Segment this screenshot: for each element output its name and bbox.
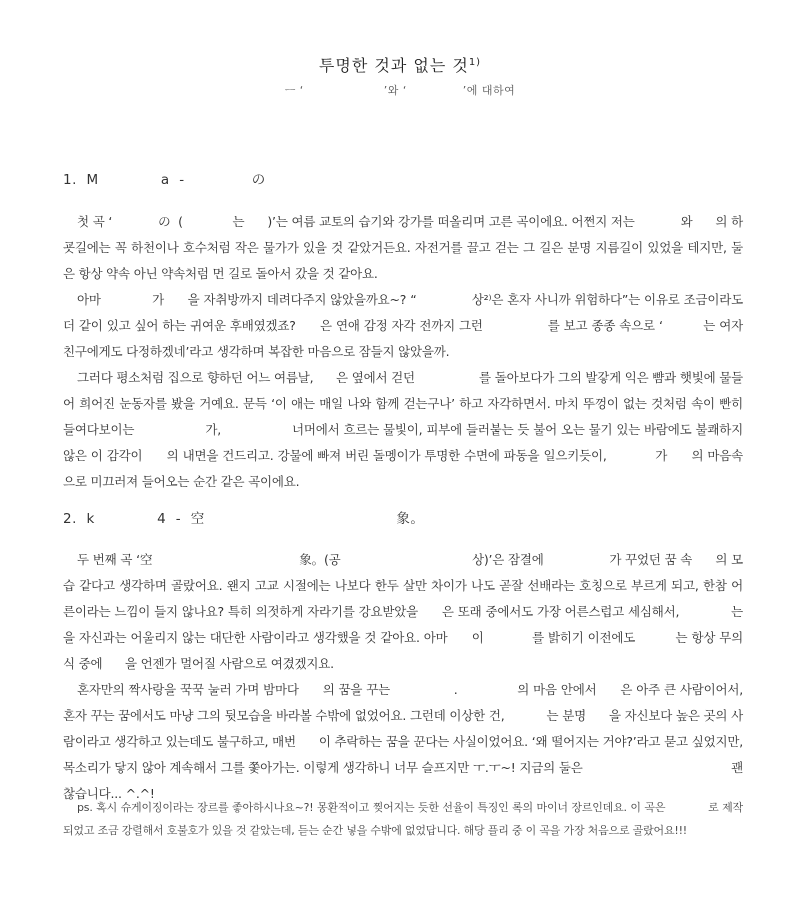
section1-heading: 1. M a - の xyxy=(63,172,266,188)
section1-body xyxy=(63,209,747,495)
section2-body xyxy=(63,547,766,807)
section2-paragraph-2: 혼자만의 짝사랑을 꾹꾹 눌러 가며 밤마다 의 꿈을 꾸는 . 의 마음 안에서 은 아주 큰 사람이어서, 혼자 꾸는 꿈에서도 마냥 그의 뒷모습을 바라볼 수밖에 없었어요. 그런데 이상한 건, 는 분명 을 자신보다 높은 곳의 사람이라고 생각하고 있는데도 불구하고, 매번 이 추락하는 꿈을 꾼다는 사실이었어요. ‘왜 떨어지는 거야?’라고 묻고 싶었지만, 목소리가 닿지 않아 계속해서 그를 쫓아가는. 이렇게 생각하니 너무 슬프지만 ㅜ.ㅜ~! 지금의 둘은 괜찮습니다... ^.^! xyxy=(63,682,747,801)
section1-paragraph-3: 그러다 평소처럼 집으로 향하던 어느 여름날, 은 옆에서 걷던 를 돌아보다가 그의 발갛게 익은 뺨과 햇빛에 물들어 희어진 눈동자를 봤을 거예요. 문득 ‘이 애는 매일 나와 함께 걷는구나’ 하고 자각하면서. 마치 뚜껑이 없는 것처럼 속이 빤히 들여다보이는 가, 너머에서 흐르는 물빛이, 피부에 들러붙는 듯 불어 오는 물기 있는 바람에도 불쾌하지 않은 이 감각이 의 내면을 건드리고. 강물에 빠져 버린 돌멩이가 투명한 수면에 파동을 일으키듯이, 가 의 마음속으로 미끄러져 들어오는 순간 같은 곡이에요. xyxy=(63,370,747,489)
title-footnote-mark: 1) xyxy=(468,57,482,68)
section1-paragraph-1: 첫 곡 ‘ の ( 는 )’는 여름 교토의 습기와 강가를 떠올리며 고른 곡이에요. 어쩐지 저는 와 의 하굣길에는 꼭 하천이나 호수처럼 작은 물가가 있을 것 같았거든요. 자전거를 끌고 걷는 그 길은 분명 지름길이 있었을 테지만, 둘은 항상 약속 아닌 약속처럼 먼 길로 돌아서 갔을 것 같아요. xyxy=(63,214,743,281)
document-subtitle: ㅡ ‘ ’와 ‘ ’에 대하여 xyxy=(284,84,516,97)
postscript xyxy=(63,796,743,842)
section2-heading: 2. k 4 - 空 象。 xyxy=(63,511,425,527)
postscript-text: ps. 혹시 슈게이징이라는 장르를 좋아하시나요~?! 몽환적이고 찢어지는 듯한 선율이 특징인 록의 마이너 장르인데요. 이 곡은 로 제작되었고 조금 강렬해서 호불호가 있을 것 같았는데, 듣는 순간 넣을 수밖에 없었답니다. 해당 플리 중 이 곡을 가장 처음으로 골랐어요!!! xyxy=(63,801,743,837)
section2-paragraph-1: 두 번째 곡 ‘空 象。(공 상)’은 잠결에 가 꾸었던 꿈 속 의 모습 같다고 생각하며 골랐어요. 왠지 고교 시절에는 나보다 한두 살만 차이가 나도 곧잘 선배라는 호칭으로 부르게 되고, 한참 어른이라는 느낌이 들지 않나요? 특히 의젓하게 자라기를 강요받았을 은 또래 중에서도 가장 어른스럽고 세심해서, 는 을 자신과는 어울리지 않는 대단한 사람이라고 생각했을 것 같아요. 아마 이 를 밝히기 이전에도 는 항상 무의식 중에 을 언젠가 멀어질 사람으로 여겼겠지요. xyxy=(63,552,766,671)
section1-paragraph-2: 아마 가 을 자취방까지 데려다주지 않았을까요~? “ 상²⁾은 혼자 사니까 위험하다”는 이유로 조금이라도 더 같이 있고 싶어 하는 귀여운 후배였겠죠? 은 연애 감정 자각 전까지 그런 를 보고 종종 속으로 ‘ 는 여자 친구에게도 다정하겠네’라고 생각하며 복잡한 마음으로 잠들지 않았을까. xyxy=(63,292,747,359)
title-text: 투명한 것과 없는 것 xyxy=(318,56,469,75)
document-title xyxy=(0,53,800,76)
